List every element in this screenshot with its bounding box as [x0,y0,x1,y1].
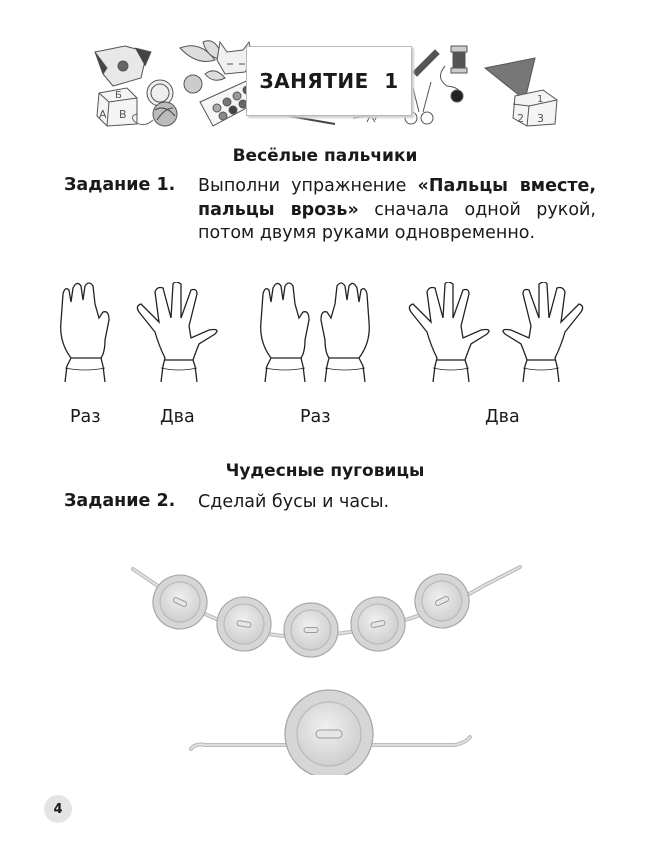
page-number: 4 [53,801,63,817]
task-2-text: Сделай бусы и часы. [198,492,390,512]
task-1-label: Задание 1. [64,175,176,195]
hand-open-3-mirrored [503,282,583,382]
section-title-wonderful-buttons: Чудесные пуговицы [225,461,425,481]
svg-text:А: А [99,108,107,121]
lesson-title: ЗАНЯТИЕ 1 [259,69,399,93]
task-1-text-part1: Выполни упражнение [198,176,418,196]
alphabet-cube-icon [97,88,137,126]
watch-button [285,690,373,775]
hand-open-2 [409,282,489,382]
dog-icon [95,46,151,86]
pencil-icon [413,50,439,76]
thread-spool-icon [440,46,467,98]
hand-closed-3-mirrored [321,283,369,382]
svg-text:2: 2 [517,112,524,125]
yarn-ball-icon [132,102,177,126]
lesson-title-box [246,46,412,116]
hand-open-1 [137,282,217,382]
task-2-label: Задание 2. [64,491,176,511]
hand-label-two-2: Два [485,407,520,427]
button-icon [184,75,202,93]
necklace-button-4 [346,592,410,656]
svg-text:В: В [119,108,127,121]
svg-text:1: 1 [537,94,544,105]
task-1-text-part2: сначала одной рукой, потом двумя руками одновременно. [198,199,596,243]
button-watch [185,685,475,775]
page-number-badge [44,795,72,823]
hand-label-two-1: Два [160,407,195,427]
necklace-button-1 [144,566,216,638]
task-1-text [198,175,596,246]
hand-closed-2 [261,283,309,382]
hand-closed-1 [61,283,109,382]
necklace-button-5 [406,565,478,637]
svg-text:3: 3 [537,112,544,125]
svg-text:Б: Б [115,90,122,101]
button-necklace [125,555,530,660]
button-icon [147,80,173,106]
necklace-button-2 [213,593,276,656]
necklace-button-3 [284,603,338,657]
hand-label-one-1: Раз [70,407,101,427]
section-title-happy-fingers: Весёлые пальчики [232,146,418,166]
number-cube-icon [513,90,557,126]
task-1-exercise-name: «Пальцы вместе, пальцы врозь» [198,176,596,220]
hand-label-one-2: Раз [300,407,331,427]
hands-illustration [55,282,585,394]
button-icon [451,90,463,102]
